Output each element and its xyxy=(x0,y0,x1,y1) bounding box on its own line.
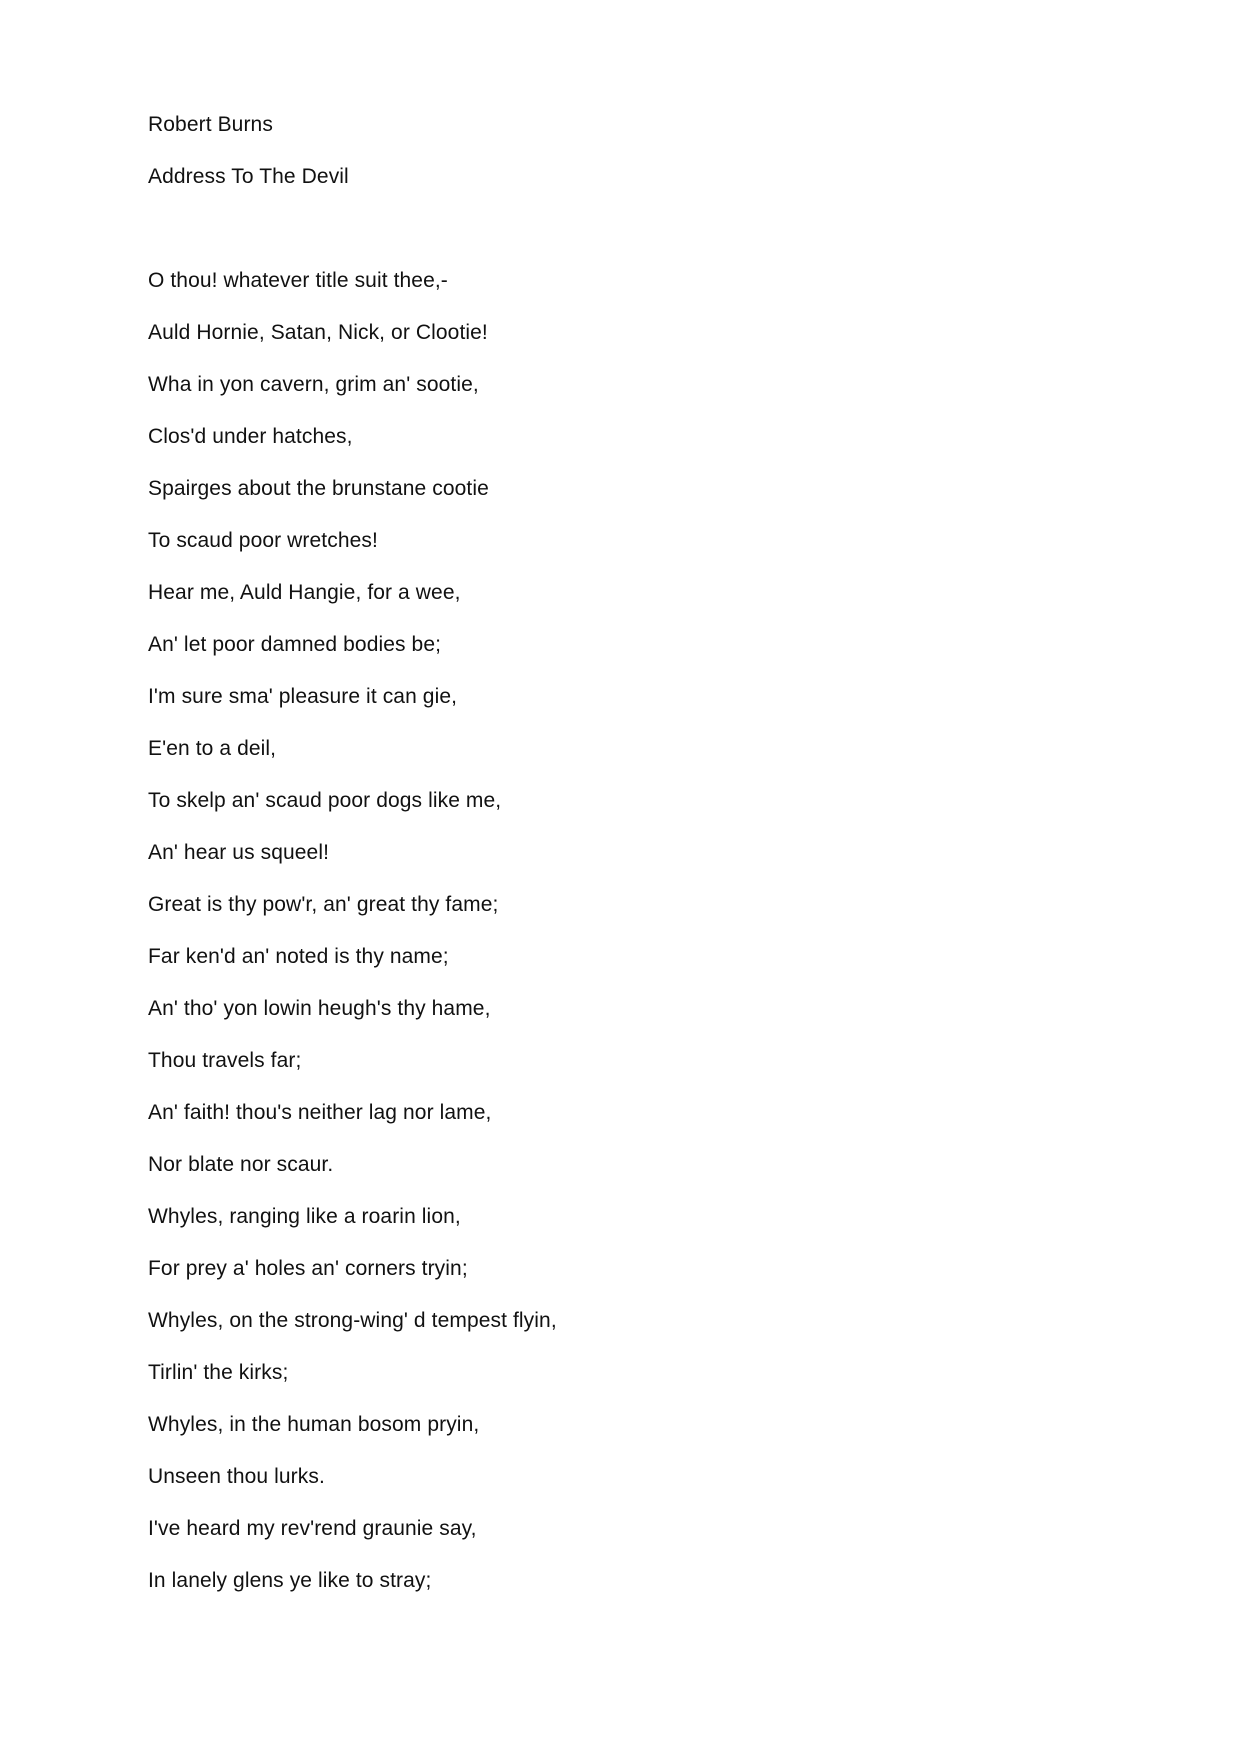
poem-line: Wha in yon cavern, grim an' sootie, xyxy=(148,373,479,396)
poem-line: For prey a' holes an' corners tryin; xyxy=(148,1257,468,1280)
poem-line: An' tho' yon lowin heugh's thy hame, xyxy=(148,997,491,1020)
poem-line: An' faith! thou's neither lag nor lame, xyxy=(148,1101,492,1124)
author-name: Robert Burns xyxy=(148,113,273,136)
poem-title: Address To The Devil xyxy=(148,165,349,188)
poem-line: Tirlin' the kirks; xyxy=(148,1361,289,1384)
poem-line: An' hear us squeel! xyxy=(148,841,330,864)
poem-line: E'en to a deil, xyxy=(148,737,277,760)
poem-line: I've heard my rev'rend graunie say, xyxy=(148,1517,477,1540)
poem-line: Hear me, Auld Hangie, for a wee, xyxy=(148,581,461,604)
poem-line: Auld Hornie, Satan, Nick, or Clootie! xyxy=(148,321,488,344)
poem-line: Whyles, in the human bosom pryin, xyxy=(148,1413,480,1436)
poem-line: Whyles, ranging like a roarin lion, xyxy=(148,1205,461,1228)
poem-line: I'm sure sma' pleasure it can gie, xyxy=(148,685,458,708)
poem-line: To skelp an' scaud poor dogs like me, xyxy=(148,789,502,812)
poem-line: Spairges about the brunstane cootie xyxy=(148,477,489,500)
poem-line: Far ken'd an' noted is thy name; xyxy=(148,945,449,968)
poem-line: In lanely glens ye like to stray; xyxy=(148,1569,432,1592)
poem-line: Unseen thou lurks. xyxy=(148,1465,325,1488)
poem-line: Thou travels far; xyxy=(148,1049,302,1072)
poem-line: Whyles, on the strong-wing' d tempest flyin, xyxy=(148,1309,557,1332)
poem-line: Great is thy pow'r, an' great thy fame; xyxy=(148,893,499,916)
poem-line: O thou! whatever title suit thee,- xyxy=(148,269,448,292)
poem-line: Nor blate nor scaur. xyxy=(148,1153,334,1176)
poem-line: An' let poor damned bodies be; xyxy=(148,633,442,656)
poem-line: Clos'd under hatches, xyxy=(148,425,353,448)
poem-line: To scaud poor wretches! xyxy=(148,529,378,552)
